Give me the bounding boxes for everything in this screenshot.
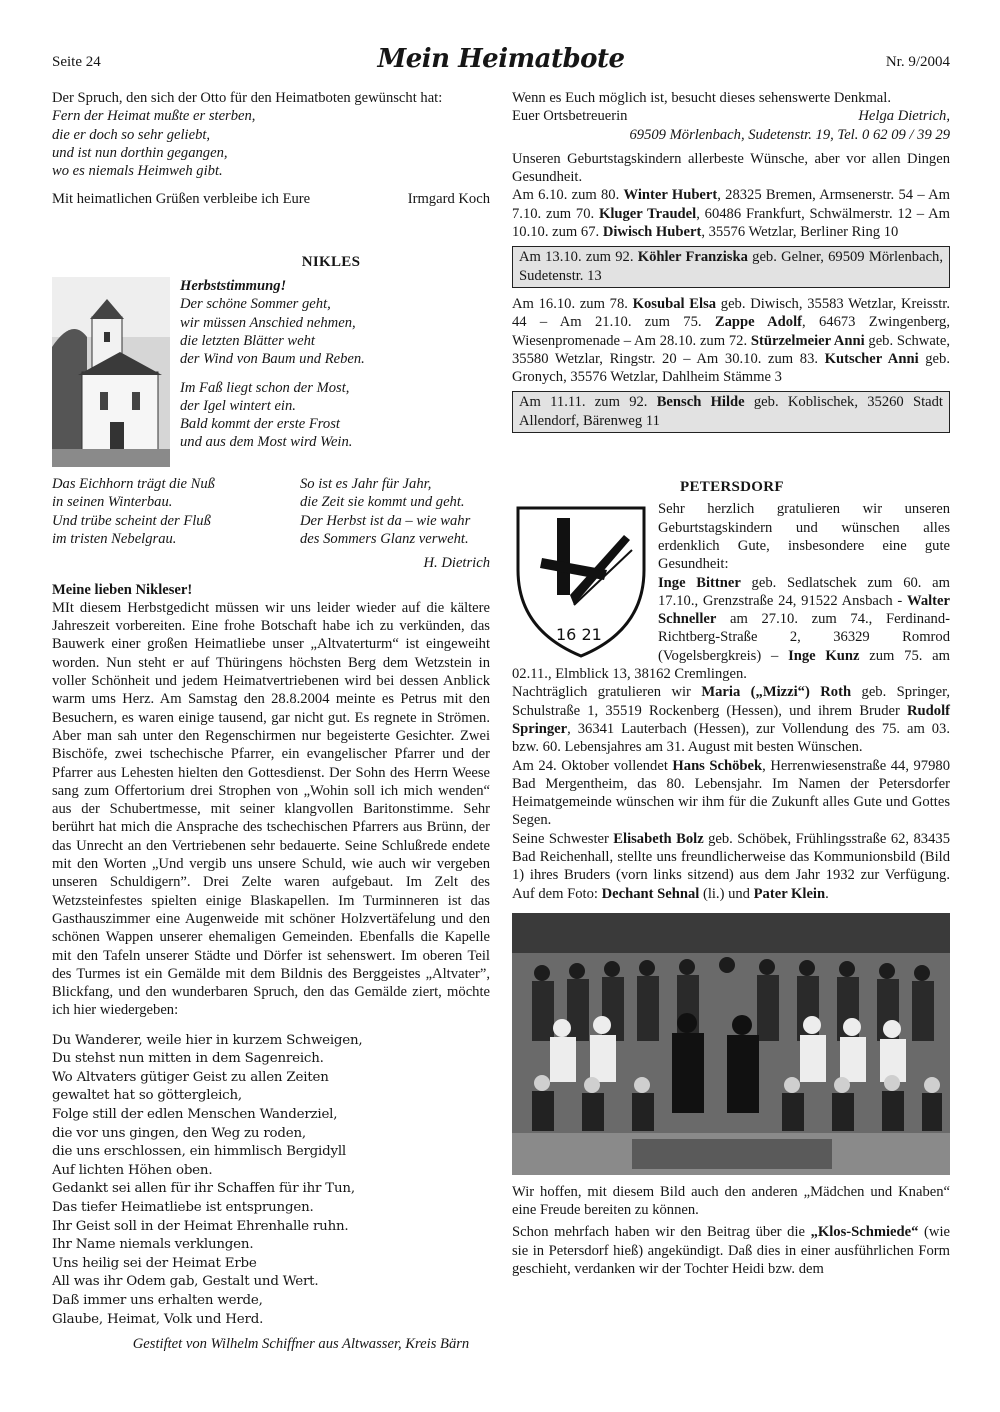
greeting-author: Irmgard Koch: [407, 191, 490, 208]
right-column: [512, 89, 950, 1278]
poem-stanzas-3-4: [52, 475, 490, 548]
intro-text: Der Spruch, den sich der Otto für den Heimatboten gewünscht hat:: [52, 90, 443, 106]
nikles-poem-block: [52, 277, 490, 473]
memorial-verse: Fern der Heimat mußte er sterben, die er doch so sehr geliebt, und ist nun dorthin gegangen, wo es niemals Heimweh gibt.: [52, 108, 256, 180]
communion-group-photo: [512, 913, 950, 1175]
hope-note: Wir hoffen, mit diesem Bild auch den anderen „Mädchen und Knaben“ eine Freude bereiten zu können.: [512, 1183, 950, 1219]
poem-stanza-4: So ist es Jahr für Jahr, die Zeit sie kommt und geht. Der Herbst ist da – wie wahr des Sommers Glanz verweht.: [300, 476, 471, 547]
klos-schmiede-note: Schon mehrfach haben wir den Beitrag über die „Klos-Schmiede“ (wie sie in Petersdorf hieß) angekündigt. Daß dies in einer ausführlichen Form geschieht, verdanken wir der Tochter Heidi bzw. dem: [512, 1224, 950, 1278]
church-photo: [52, 277, 170, 467]
poem-stanza-3: Das Eichhorn trägt die Nuß in seinen Winterbau. Und trübe scheint der Fluß im tristen Nebelgrau.: [52, 476, 215, 547]
donor-line: Gestiftet von Wilhelm Schiffner aus Altwasser, Kreis Bärn: [132, 1336, 470, 1353]
altvater-verse: Du Wanderer, weile hier in kurzem Schweigen, Du stehst nun mitten in dem Sagenreich. Wo Altvaters gütiger Geist zu allen Zeiten gewaltet hat so göttergleich, Folge still der edlen Menschen Wanderziel, die vor uns gingen, den Weg zu roden, die uns erschlossen, ein himmlisch Bergidyll Auf lichten Höhen oben. Gedankt sei allen für ihr Schaffen für ihr Tun, Das tiefer Heimatliebe ist entsprungen. Ihr Geist soll in der Heimat Ehrenhalle ruhn. Ihr Name niemals verklungen. Uns heilig sei der Heimat Erbe All was ihr Odem gab, Gestalt und Wert. Daß immer uns erhalten werde, Glaube, Heimat, Volk und Herd.: [52, 1032, 363, 1327]
visit-line: Wenn es Euch möglich ist, besucht dieses sehenswerte Denkmal.: [512, 90, 891, 106]
highlight-box-1: Am 13.10. zum 92. Köhler Franziska geb. Gelner, 69509 Mörlenbach, Sudetenstr. 13: [512, 246, 950, 288]
october-birthday: Am 24. Oktober vollendet Hans Schöbek, Herrenwiesenstraße 44, 97980 Bad Mergentheim, das 80. Lebensjahr. Im Namen der Petersdorfer Heimatgemeinde wünschen wir ihm für die Zukunft alles Gute und Gottes Segen.: [512, 757, 950, 829]
masthead-logo: Mein Heimatbote: [377, 44, 625, 74]
page-header: [52, 44, 950, 76]
issue-number: Nr. 9/2004: [885, 54, 950, 70]
poem-author: H. Dietrich: [423, 555, 490, 572]
greeting-line: Mit heimatlichen Grüßen verbleibe ich Eure Irmgard Koch: [52, 191, 490, 208]
belated-congrats: Nachträglich gratulieren wir Maria („Mizzi“) Roth geb. Springer, Schulstraße 1, 35519 Rockenberg (Hessen), und ihrem Bruder Rudolf Springer, 36341 Lauterbach (Hessen), zur Vollendung des 75. am 03. bzw. 60. Lebensjahres am 31. August mit besten Wünschen.: [512, 684, 951, 756]
poem-title: Herbststimmung!: [180, 278, 287, 295]
letter-body: MIt diesem Herbstgedicht müssen wir uns leider wieder auf die kältere Jahreszeit vorbereiten. Eine frohe Botschaft habe ich zu verkünden, das Bauwerk einer großen Heimatliebe unser „Altvaterturm“ ist eingeweiht worden. Nun steht er auf Thüringens höchsten Berg dem Wetzstein in voller Schönheit und jedem Heimatvertriebenen wird bei dessen Anblick warm ums Herz. Am Samstag den 28.8.2004 meinte es Petrus mit den Besuchern, es waren einige tausend, gar nicht gut. Es regnete in Strömen. Aber man sah unter den Regenschirmen nur begeisterte Gesichter. Zwei Bischöfe, zwei tschechische Pfarrer, ein evangelischer Pfarrer und der Pfarrer aus Lehesten hielten den Gottesdienst. Der Sohn des Herrn Weese sang zum Offertorium drei Strophen von „Wohin soll ich mich wenden“ aus der Schubertmesse, mit seiner klangvollen Baritonstimme. Sehr berührt hat mich die Ansprache des tschechischen Pfarrers aus Brünn, der das Unrecht an den Vertriebenen sehr bedauerte. Seine Schlußrede endete mit den Worten „Und vergib uns unsere Schuld, wie auch wir vergeben unseren Schuldigern”. Drei Zelte waren aufgebaut. Im Zelt des Wetzsteinfestes spielten einige Blaskapellen. Im Turminneren ist das Gasthauszimmer eine Augenweide mit schöner Holzvertäfelung und den schönen Wappen unserer ehemaligen Gemeinden. Ebenfalls die Kapelle mit den Tafeln unserer Städte und Dörfer ist sehenswert. Im oberen Teil des Turmes ist ein Gemälde mit dem Bildnis des Berggeistes „Altvater”, Blickfang, und den wunderbaren Spruch, den das Gemälde ziert, möchte ich hier wiedergeben:: [52, 599, 490, 1019]
signature-line: Euer Ortsbetreuerin Helga Dietrich,: [512, 108, 950, 125]
section-title-nikles: NIKLES: [301, 253, 361, 270]
poem-stanza-1: Der schöne Sommer geht, wir müssen Anschied nehmen, die letzten Blätter weht der Wind von Baum und Reben.: [180, 296, 365, 368]
petersdorf-block: [512, 500, 950, 683]
petersdorf-intro: Sehr herzlich gratulieren wir unseren Geburtstagskindern und wünschen alles erdenklich Gute, insbesondere eine gute Gesundheit:: [658, 501, 950, 573]
sister-note: Seine Schwester Elisabeth Bolz geb. Schöbek, Frühlingsstraße 62, 83435 Bad Reichenhall, stellte uns freundlicherweise das Kommunionsbild (Bild 1) ihres Bruders (vorn links sitzend) aus dem Jahr 1932 zur Verfügung. Auf dem Foto: Dechant Sehnal (li.) und Pater Klein.: [512, 830, 950, 902]
birthday-intro: Unseren Geburtstagskindern allerbeste Wünsche, aber vor allen Dingen Gesundheit.: [512, 150, 950, 186]
birthday-list-1: Am 6.10. zum 80. Winter Hubert, 28325 Bremen, Armsenerstr. 54 – Am 7.10. zum 70. Kluger Traudel, 60486 Frankfurt, Schwälmerstr. 12 – Am 10.10. zum 67. Diwisch Hubert, 35576 Wetzlar, Berliner Ring 10: [512, 187, 950, 241]
crest-year: 16 21: [556, 625, 602, 645]
highlight-box-2: Am 11.11. zum 92. Bensch Hilde geb. Koblischek, 35260 Stadt Allendorf, Bärenweg 11: [512, 391, 950, 433]
left-column: [52, 89, 490, 1353]
signature-address: 69509 Mörlenbach, Sudetenstr. 19, Tel. 0 62 09 / 39 29: [629, 126, 950, 143]
birthday-list-2: Am 16.10. zum 78. Kosubal Elsa geb. Diwisch, 35583 Wetzlar, Kreisstr. 44 – Am 21.10. zum 75. Zappe Adolf, 64673 Zwingenberg, Wiesenpromenade – Am 28.10. zum 72. Stürzelmeier Anni geb. Schwate, 35580 Wetzlar, Ringstr. 20 – Am 30.10. zum 83. Kutscher Anni geb. Gronych, 35576 Wetzlar, Dahlheim Stämme 3: [512, 295, 951, 386]
poem-stanza-2: Im Faß liegt schon der Most, der Igel wintert ein. Bald kommt der erste Frost und aus dem Most wird Wein.: [180, 379, 353, 451]
section-title-petersdorf: PETERSDORF: [680, 479, 784, 496]
page-number: Seite 24: [52, 54, 101, 70]
petersdorf-birthdays: Inge Bittner geb. Sedlatschek zum 60. am 17.10., Grenzstraße 24, 91522 Ansbach - Walter Schneller am 27.10. zum 74., Ferdinand-Richtberg-Straße 2, 36329 Romrod (Vogelsbergkreis) – Inge Kunz zum 75. am 02.11., Elmblick 13, 38162 Cremlingen.: [512, 574, 950, 683]
petersdorf-crest-icon: [512, 500, 650, 660]
letter-heading: Meine lieben Nikleser!: [52, 581, 193, 598]
